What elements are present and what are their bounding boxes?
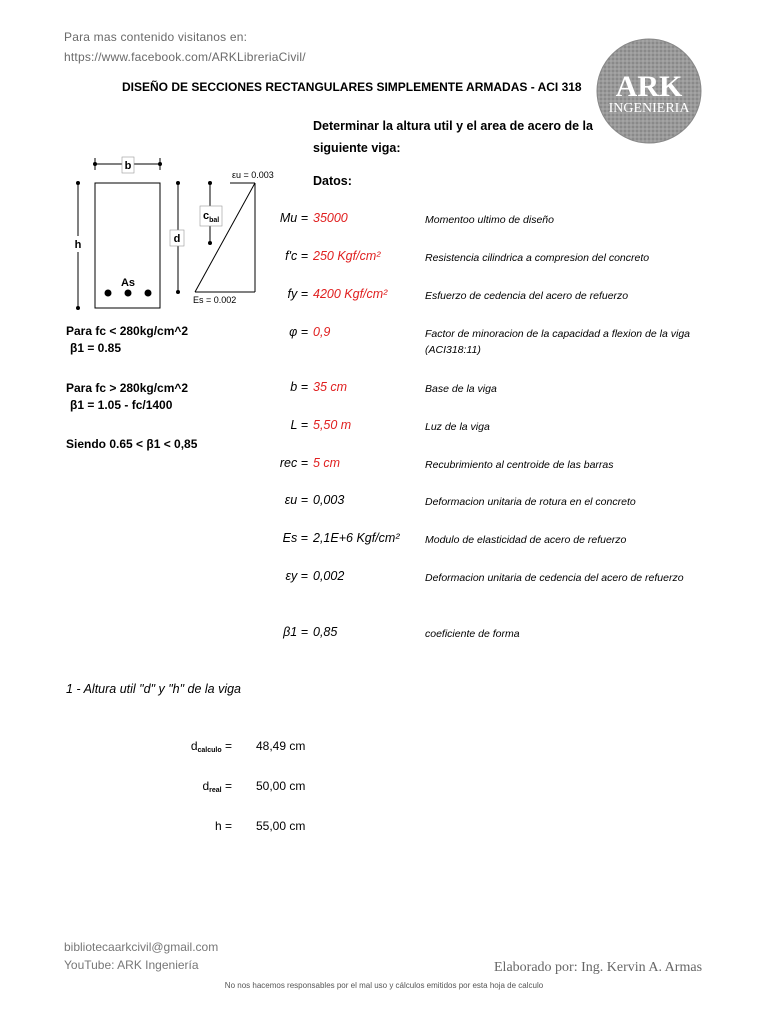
intro-text <box>313 115 593 159</box>
result-subscript: real <box>209 787 222 794</box>
footer-disclaimer: No nos hacemos responsables por el mal uso y cálculos emitidos por esta hoja de calculo <box>224 981 544 990</box>
data-row-label: Mu = <box>279 211 308 225</box>
data-row-value: 250 Kgf/cm² <box>313 249 381 263</box>
data-row-label: β1 = <box>283 625 308 639</box>
result-symbol: d <box>190 739 198 753</box>
note-fc-low-line2: β1 = 0.85 <box>70 341 122 355</box>
data-row-value: 4200 Kgf/cm² <box>313 287 388 301</box>
data-row-description: Deformacion unitaria de cedencia del acero de refuerzo <box>425 572 684 584</box>
data-row-description: Base de la viga <box>425 383 497 395</box>
data-row-value: 0,002 <box>313 569 345 583</box>
result-subscript: calculo <box>197 747 222 754</box>
data-row-description: Resistencia cilindrica a compresion del concreto <box>425 252 650 264</box>
data-row-description: Momentoo ultimo de diseño <box>425 214 554 226</box>
note-fc-high <box>66 380 188 414</box>
es-label: Es = 0.002 <box>193 295 237 305</box>
data-row-value: 5 cm <box>313 456 341 470</box>
data-row-description: Modulo de elasticidad de acero de refuerzo <box>425 534 627 546</box>
data-row-value: 35 cm <box>313 380 348 394</box>
logo-text-ark: ARK <box>615 70 683 103</box>
data-row-value: 0,003 <box>313 493 345 507</box>
eu-label: εu = 0.003 <box>232 170 274 180</box>
data-row-value: 0,85 <box>313 625 338 639</box>
data-row-label: fy = <box>287 287 308 301</box>
logo-text-ingenieria: INGENIERIA <box>608 101 690 116</box>
result-value: 48,49 cm <box>256 739 306 753</box>
ark-logo-icon <box>596 38 702 144</box>
result-equals: = <box>224 819 232 833</box>
note-fc-high-line1: Para fc > 280kg/cm^2 <box>66 381 189 395</box>
result-symbol: d <box>202 779 210 793</box>
section1-heading: 1 - Altura util "d" y "h" de la viga <box>66 682 242 696</box>
data-row-label: L = <box>290 418 308 432</box>
intro-line2: siguiente viga: <box>313 141 401 155</box>
data-row-description: coeficiente de forma <box>425 628 520 640</box>
dim-d-label: d <box>173 233 181 245</box>
data-row-description: Esfuerzo de cedencia del acero de refuerzo <box>425 290 629 302</box>
page-title: DISEÑO DE SECCIONES RECTANGULARES SIMPLEMENTE ARMADAS - ACI 318 <box>122 80 582 94</box>
data-row-label: Es = <box>282 531 308 545</box>
data-row-description: Factor de minoracion de la capacidad a flexion de la viga (ACI318:11) <box>425 328 690 356</box>
note-fc-high-line2: β1 = 1.05 - fc/1400 <box>70 398 173 412</box>
note-fc-low-line1: Para fc < 280kg/cm^2 <box>66 324 189 338</box>
datos-heading: Datos: <box>313 174 352 188</box>
data-row-description: Recubrimiento al centroide de las barras <box>425 459 614 471</box>
note-fc-low <box>66 323 188 357</box>
result-value: 50,00 cm <box>256 779 306 793</box>
footer-email[interactable]: bibliotecaarkcivil@gmail.com <box>64 940 219 954</box>
dim-b-label: b <box>124 160 132 172</box>
header-link[interactable]: https://www.facebook.com/ARKLibreriaCivil/ <box>64 50 306 64</box>
cbal-label: $c_{bal}$ <box>203 210 220 224</box>
data-row-label: b = <box>290 380 308 394</box>
result-symbol: h <box>214 819 222 833</box>
data-row-label: f'c = <box>285 249 308 263</box>
data-row-value: 0,9 <box>313 325 331 339</box>
result-label <box>172 819 232 833</box>
as-label: As <box>120 277 136 289</box>
result-label <box>172 779 232 794</box>
result-equals: = <box>224 779 232 793</box>
data-row-description: Luz de la viga <box>425 421 490 433</box>
dim-h-label: h <box>74 239 82 251</box>
data-row-value: 35000 <box>313 211 348 225</box>
data-row-value: 5,50 m <box>313 418 352 432</box>
data-row-description: Deformacion unitaria de rotura en el concreto <box>425 496 636 508</box>
header-line1: Para mas contenido visitanos en: <box>64 30 248 44</box>
intro-line1: Determinar la altura util y el area de acero de la <box>313 119 593 133</box>
data-row-label: εu = <box>284 493 308 507</box>
data-row-label: φ = <box>289 325 308 339</box>
footer-youtube[interactable]: YouTube: ARK Ingeniería <box>64 958 199 972</box>
result-value: 55,00 cm <box>256 819 306 833</box>
result-label <box>172 739 232 754</box>
note-range: Siendo 0.65 < β1 < 0,85 <box>66 437 198 451</box>
result-equals: = <box>224 739 232 753</box>
data-row-value: 2,1E+6 Kgf/cm² <box>313 531 400 545</box>
data-row-label: rec = <box>279 456 308 470</box>
footer-author: Elaborado por: Ing. Kervin A. Armas <box>494 960 703 975</box>
data-row-label: εy = <box>285 569 308 583</box>
